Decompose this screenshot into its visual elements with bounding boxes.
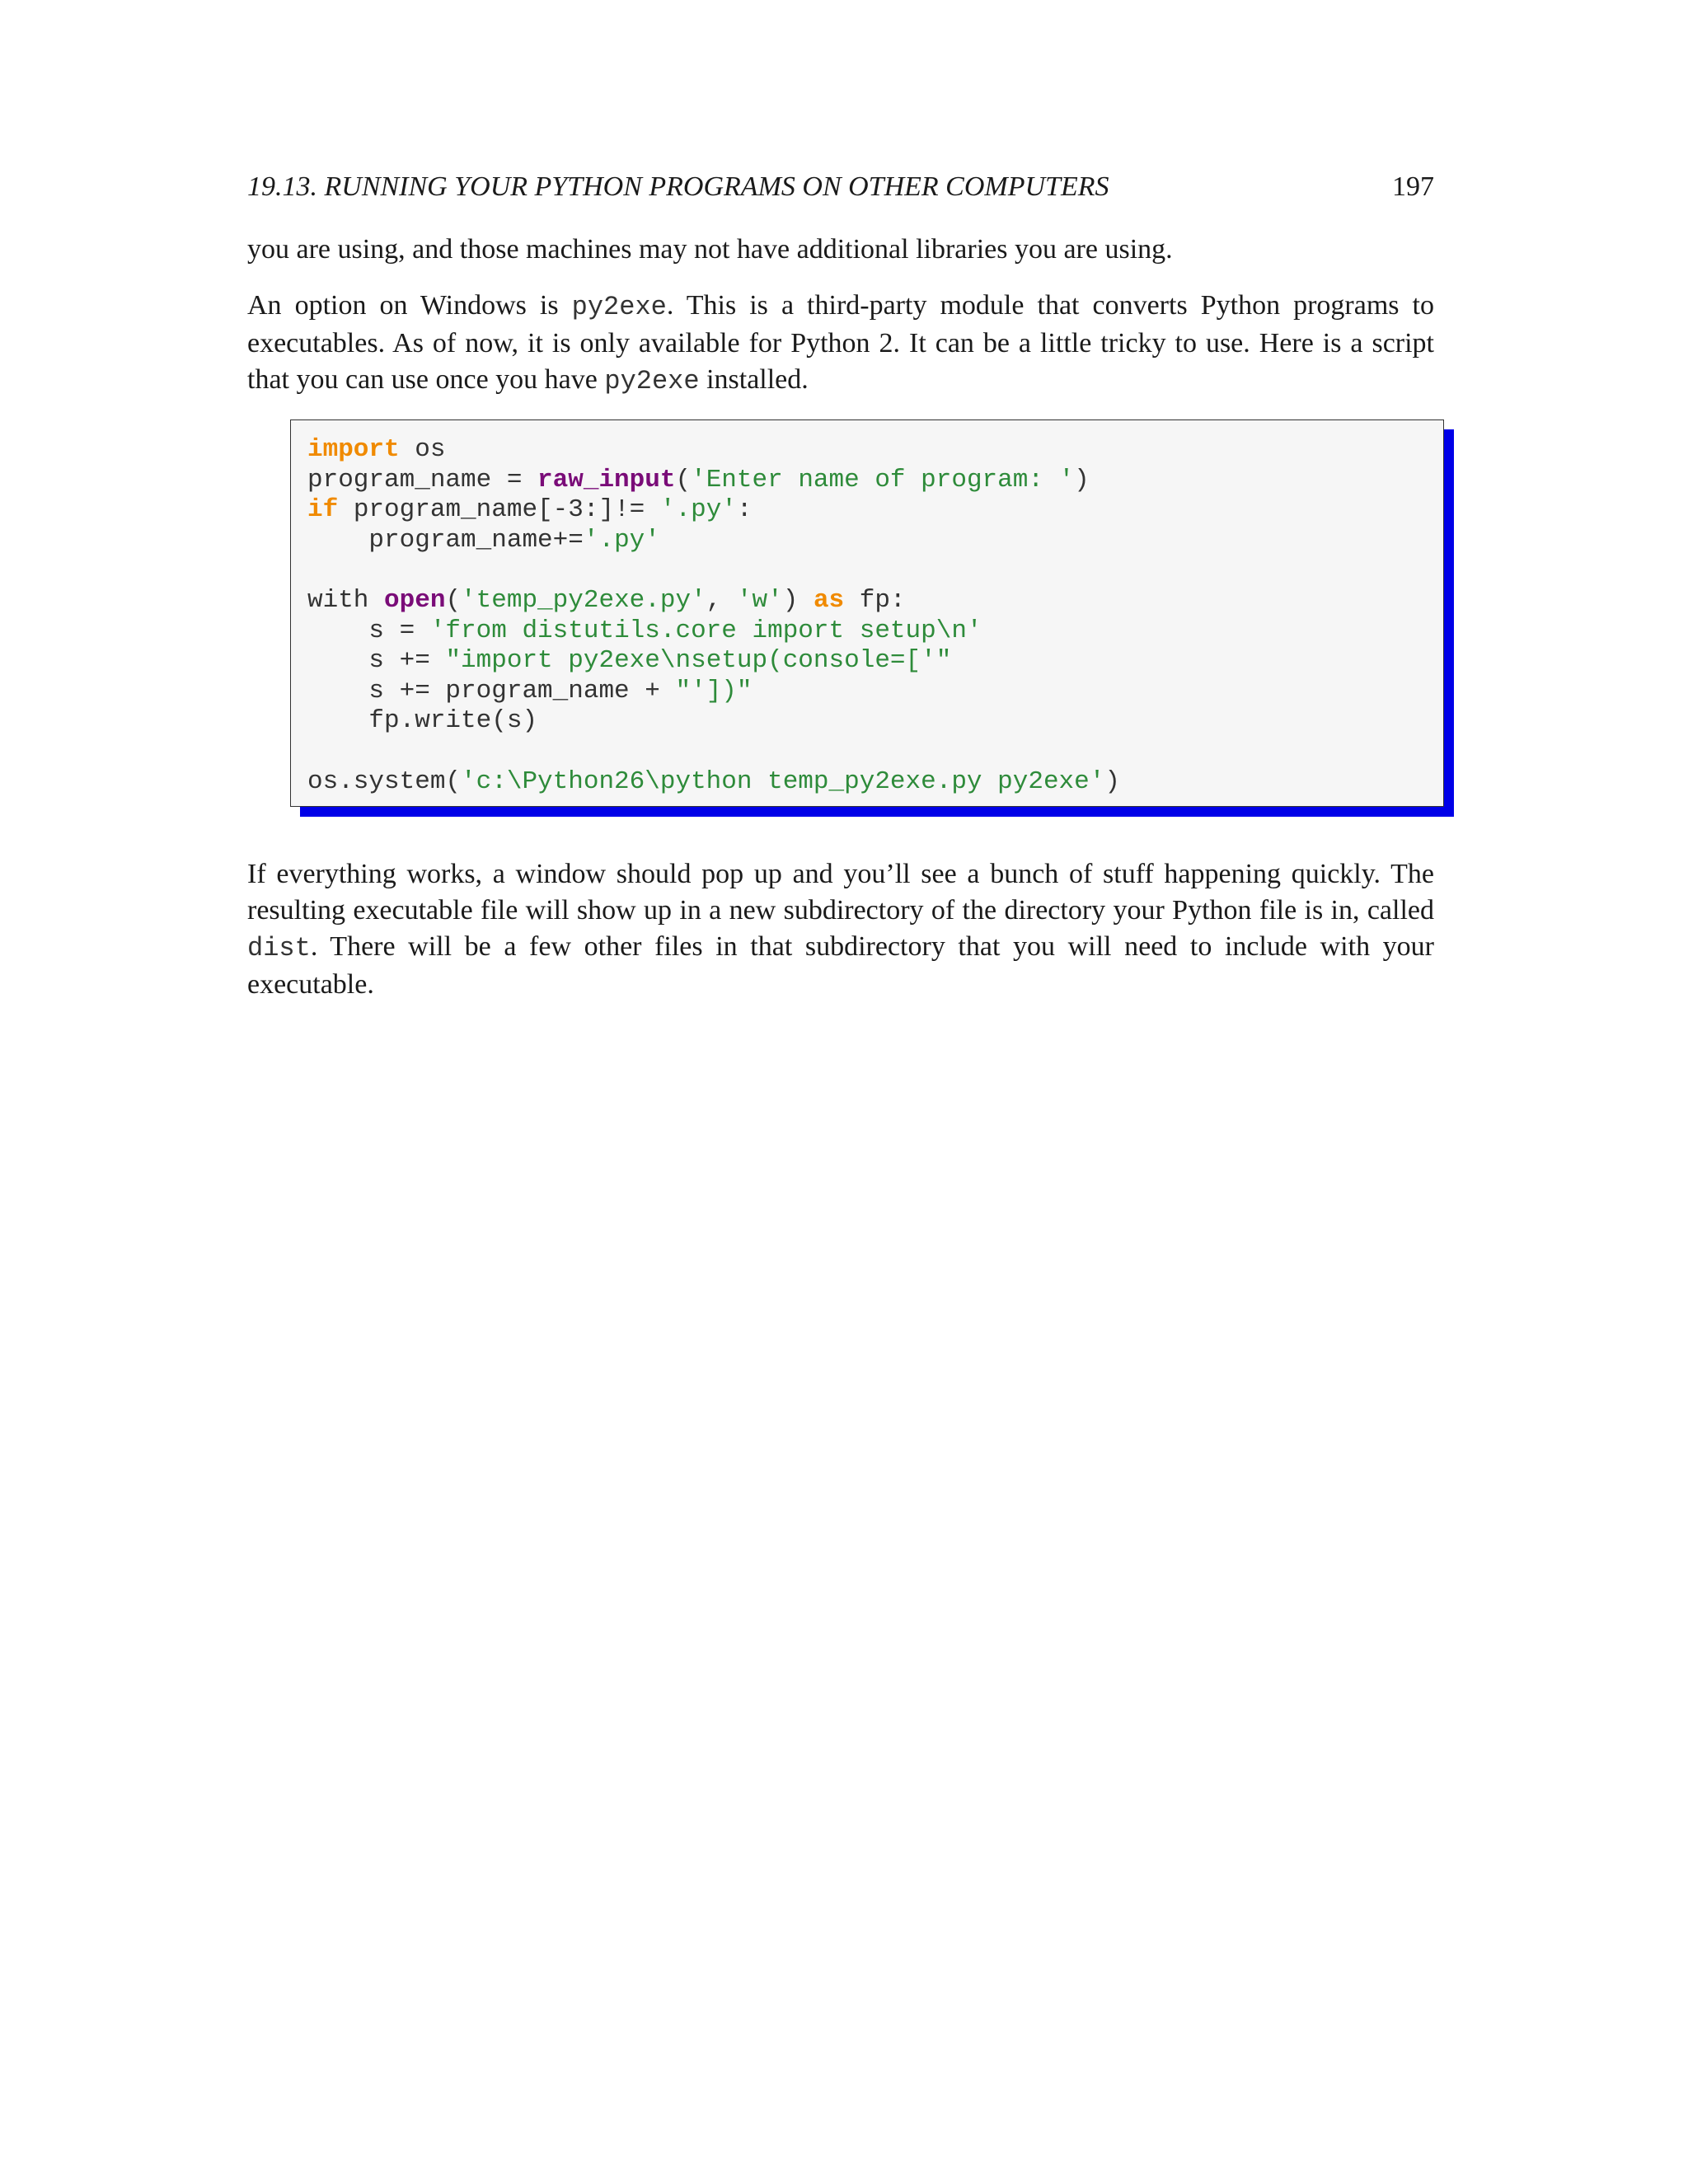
code-line-7 [307, 616, 982, 645]
inline-code-dist: dist [247, 933, 311, 963]
inline-code-py2exe: py2exe [571, 292, 667, 322]
code-text: s += [307, 646, 446, 676]
code-text: ) [782, 585, 814, 615]
string-literal: "'])" [675, 676, 753, 705]
code-text: : [736, 495, 753, 525]
builtin-function: raw_input [537, 465, 676, 494]
keyword: as [813, 585, 845, 615]
code-text: ) [1104, 766, 1120, 796]
string-literal: 'w' [736, 585, 783, 615]
code-text: fp: [844, 585, 906, 615]
string-literal: '.py' [583, 525, 660, 555]
code-line-8 [307, 646, 951, 675]
document-page [247, 169, 1434, 1023]
paragraph-2-text-b: . This is a third-party module that converts Python programs to executables. As of now, it is only available for Python 2. It can be a little tricky to use. Here is a script that you can use once you have [247, 290, 1434, 395]
paragraph-3 [247, 856, 1434, 1003]
keyword: import [307, 435, 400, 464]
paragraph-2-text-a: An option on Windows is [247, 290, 572, 321]
code-line-3 [307, 495, 753, 524]
code-listing [290, 419, 1444, 807]
code-text: ) [1074, 465, 1090, 494]
code-text: program_name+= [307, 525, 584, 555]
code-line-12 [307, 767, 1120, 796]
code-text: s = [307, 616, 430, 645]
paragraph-2 [247, 288, 1434, 400]
section-title: 19.13. RUNNING YOUR PYTHON PROGRAMS ON OTHER COMPUTERS [247, 171, 1109, 202]
paragraph-2-text-c: installed. [699, 364, 809, 395]
string-literal: '.py' [659, 495, 737, 525]
code-text: , [706, 585, 737, 615]
keyword: if [307, 495, 339, 525]
code-text: with [307, 585, 385, 615]
code-text: ( [675, 465, 692, 494]
code-line-6 [307, 586, 906, 615]
code-line-10 [307, 706, 537, 735]
inline-code-py2exe-2: py2exe [604, 366, 700, 396]
running-header [247, 169, 1434, 205]
code-block [291, 420, 1443, 797]
code-line-2 [307, 466, 1090, 494]
code-text: fp.write(s) [307, 706, 538, 736]
code-text: program_name[-3:]!= [338, 495, 660, 525]
code-line-9 [307, 677, 753, 705]
string-literal: "import py2exe\nsetup(console=['" [445, 646, 952, 676]
paragraph-1: you are using, and those machines may not have additional libraries you are using. [247, 234, 1173, 265]
string-literal: 'temp_py2exe.py' [461, 585, 706, 615]
code-text: os [399, 435, 446, 464]
builtin-function: open [384, 585, 446, 615]
string-literal: 'Enter name of program: ' [691, 465, 1075, 494]
code-line-1 [307, 435, 445, 464]
code-text: s += program_name + [307, 676, 676, 705]
paragraph-3-text-a: If everything works, a window should pop up and you’ll see a bunch of stuff happening quickly. The resulting executable file will show up in a new subdirectory of the directory your Python file is in, called [247, 859, 1434, 926]
code-text: program_name = [307, 465, 538, 494]
string-literal: 'c:\Python26\python temp_py2exe.py py2exe' [461, 766, 1105, 796]
string-literal: 'from distutils.core import setup\n' [429, 616, 982, 645]
code-text: os.system( [307, 766, 462, 796]
page-number: 197 [1392, 171, 1434, 202]
code-text: ( [445, 585, 462, 615]
paragraph-3-text-b: . There will be a few other files in that subdirectory that you will need to include with your executable. [247, 931, 1434, 1000]
code-listing-box [290, 419, 1444, 807]
code-line-4 [307, 526, 660, 555]
